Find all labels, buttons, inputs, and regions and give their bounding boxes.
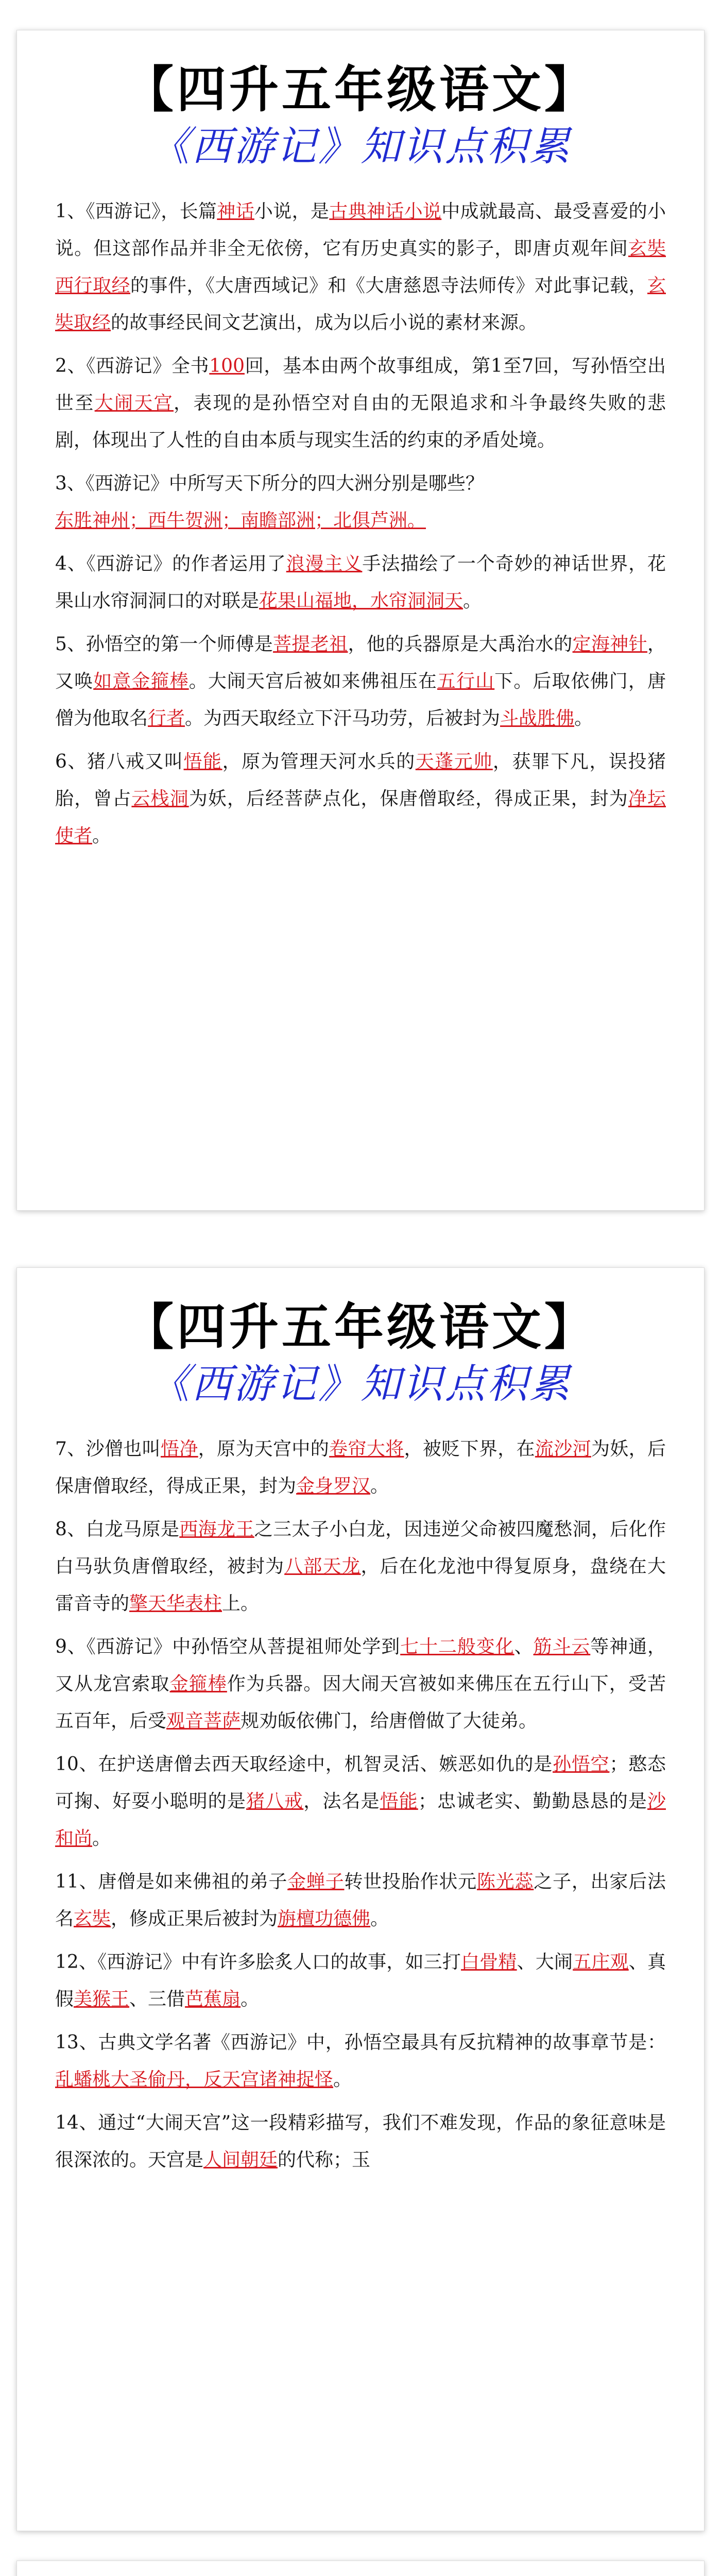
card-subtitle: 《西游记》知识点积累 — [149, 1361, 572, 1408]
card-page-1 — [16, 30, 705, 1211]
item-8: 8、白龙马原是西海龙王之三太子小白龙，因违逆父命被四魔愁洞，后化作白马驮负唐僧取经，被封为八部天龙，后在化龙池中得复原身，盘绕在大雷音寺的擎天华表柱上。 — [55, 1519, 666, 1614]
item-11: 11、唐僧是如来佛祖的弟子金蝉子转世投胎作状元陈光蕊之子，出家后法名玄奘，修成正果后被封为旃檀功德佛。 — [55, 1871, 666, 1929]
item-6: 6、猪八戒又叫悟能，原为管理天河水兵的天蓬元帅，获罪下凡，误投猪胎，曾占云栈洞为妖，后经菩萨点化，保唐僧取经，得成正果，封为净坛使者。 — [55, 751, 666, 846]
card-page-2 — [16, 1267, 705, 2531]
item-3-answer: 东胜神州；西牛贺洲；南瞻部洲；北俱芦洲。 — [55, 510, 426, 531]
item-1: 1、《西游记》，长篇神话小说，是古典神话小说中成就最高、最受喜爱的小说。但这部作品并非全无依傍，它有历史真实的影子，即唐贞观年间玄奘西行取经的事件，《大唐西域记》和《大唐慈恩寺法师传》对此事记载，玄奘取经的故事经民间文艺演出，成为以后小说的素材来源。 — [55, 201, 666, 333]
card-page-3 — [16, 2561, 705, 2576]
item-13: 13、古典文学名著《西游记》中，孙悟空最具有反抗精神的故事章节是：乱蟠桃大圣偷丹，反天宫诸神捉怪。 — [55, 2032, 666, 2090]
item-2: 2、《西游记》全书100回，基本由两个故事组成，第1至7回，写孙悟空出世至大闹天宫，表现的是孙悟空对自由的无限追求和斗争最终失败的悲剧，体现出了人性的自由本质与现实生活的约束的矛盾处境。 — [55, 355, 666, 451]
card-body — [55, 193, 666, 855]
item-12: 12、《西游记》中有许多脍炙人口的故事，如三打白骨精、大闹五庄观、真假美猴王、三借芭蕉扇。 — [55, 1952, 666, 2010]
item-14: 14、通过“大闹天宫”这一段精彩描写，我们不难发现，作品的象征意味是很深浓的。天宫是人间朝廷的代称；玉 — [55, 2112, 666, 2171]
card-title: 【四升五年级语文】 — [124, 1298, 597, 1356]
card-body — [55, 1431, 666, 2179]
item-9: 9、《西游记》中孙悟空从菩提祖师处学到七十二般变化、筋斗云等神通，又从龙宫索取金箍棒作为兵器。因大闹天宫被如来佛压在五行山下，受苦五百年，后受观音菩萨规劝皈依佛门，给唐僧做了大徒弟。 — [55, 1636, 666, 1732]
item-3-question: 3、《西游记》中所写天下所分的四大洲分别是哪些？ — [55, 473, 484, 494]
item-4: 4、《西游记》的作者运用了浪漫主义手法描绘了一个奇妙的神话世界，花果山水帘洞洞口的对联是花果山福地，水帘洞洞天。 — [55, 553, 666, 612]
item-5: 5、孙悟空的第一个师傅是菩提老祖，他的兵器原是大禹治水的定海神针，又唤如意金箍棒。大闹天宫后被如来佛祖压在五行山下。后取依佛门，唐僧为他取名行者。为西天取经立下汗马功劳，后被封为斗战胜佛。 — [55, 634, 666, 729]
card-subtitle: 《西游记》知识点积累 — [149, 124, 572, 170]
card-title: 【四升五年级语文】 — [124, 60, 597, 118]
item-7: 7、沙僧也叫悟净，原为天宫中的卷帘大将，被贬下界，在流沙河为妖，后保唐僧取经，得成正果，封为金身罗汉。 — [55, 1438, 666, 1497]
item-10: 10、在护送唐僧去西天取经途中，机智灵活、嫉恶如仇的是孙悟空；憨态可掬、好耍小聪明的是猪八戒，法名是悟能；忠诚老实、勤勤恳恳的是沙和尚。 — [55, 1754, 666, 1849]
